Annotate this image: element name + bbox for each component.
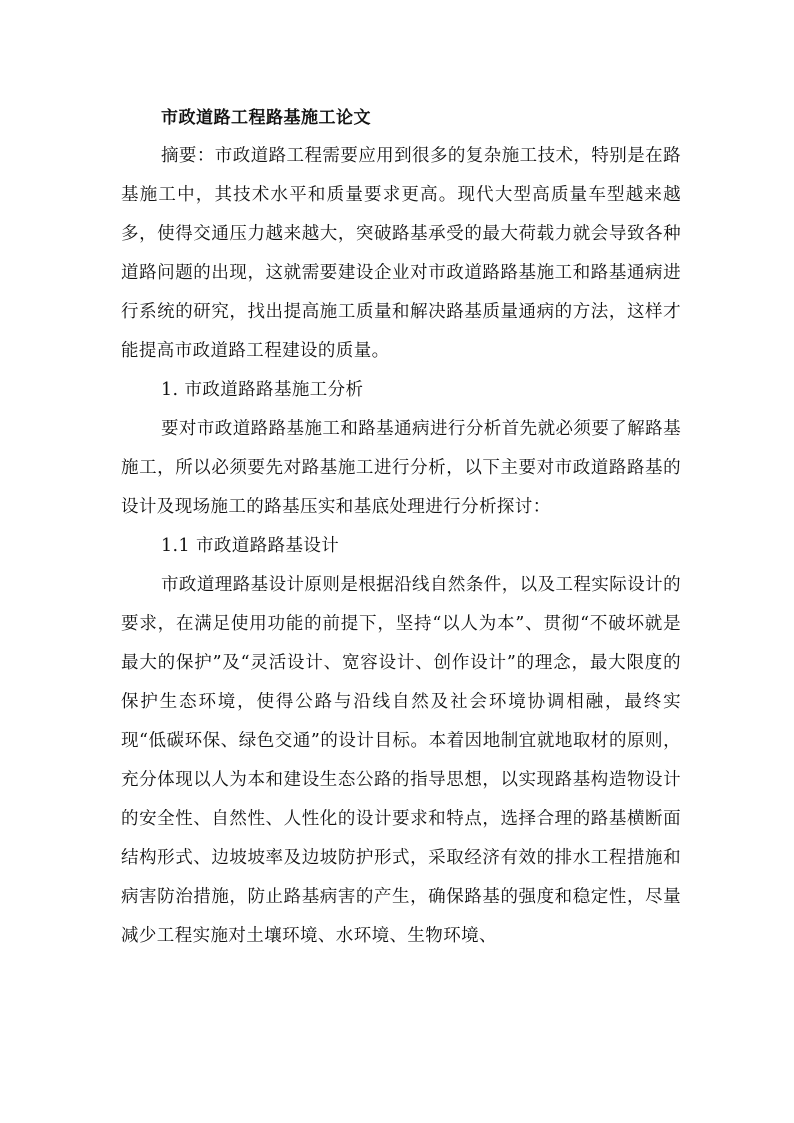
abstract-paragraph: 摘要：市政道路工程需要应用到很多的复杂施工技术，特别是在路基施工中，其技术水平和质量要求更高。现代大型高质量车型越来越多，使得交通压力越来越大，突破路基承受的最大荷载力就会导致各种道路问题的出现，这就需要建设企业对市政道路路基施工和路基通病进行系统的研究，找出提高施工质量和解决路基质量通病的方法，这样才能提高市政道路工程建设的质量。 — [121, 146, 681, 361]
section-1-paragraph: 要对市政道路路基施工和路基通病进行分析首先就必须要了解路基施工，所以必须要先对路基施工进行分析，以下主要对市政道路路基的设计及现场施工的路基压实和基底处理进行分析探讨： — [121, 419, 681, 517]
document-title: 市政道路工程路基施工论文 — [161, 108, 371, 128]
section-1-heading: 1. 市政道路路基施工分析 — [161, 380, 364, 400]
section-1-1-heading: 1.1 市政道路路基设计 — [161, 536, 340, 556]
section-1-1-paragraph: 市政道理路基设计原则是根据沿线自然条件，以及工程实际设计的要求，在满足使用功能的前提下，坚持“以人为本”、贯彻“不破坏就是最大的保护”及“灵活设计、宽容设计、创作设计”的理念，最大限度的保护生态环境，使得公路与沿线自然及社会环境协调相融，最终实现“低碳环保、绿色交通”的设计目标。本着因地制宜就地取材的原则，充分体现以人为本和建设生态公路的指导思想，以实现路基构造物设计的安全性、自然性、人性化的设计要求和特点，选择合理的路基横断面结构形式、边坡坡率及边坡防护形式，采取经济有效的排水工程措施和病害防治措施，防止路基病害的产生，确保路基的强度和稳定性，尽量减少工程实施对土壤环境、水环境、生物环境、 — [121, 575, 681, 946]
document-body — [121, 100, 681, 956]
